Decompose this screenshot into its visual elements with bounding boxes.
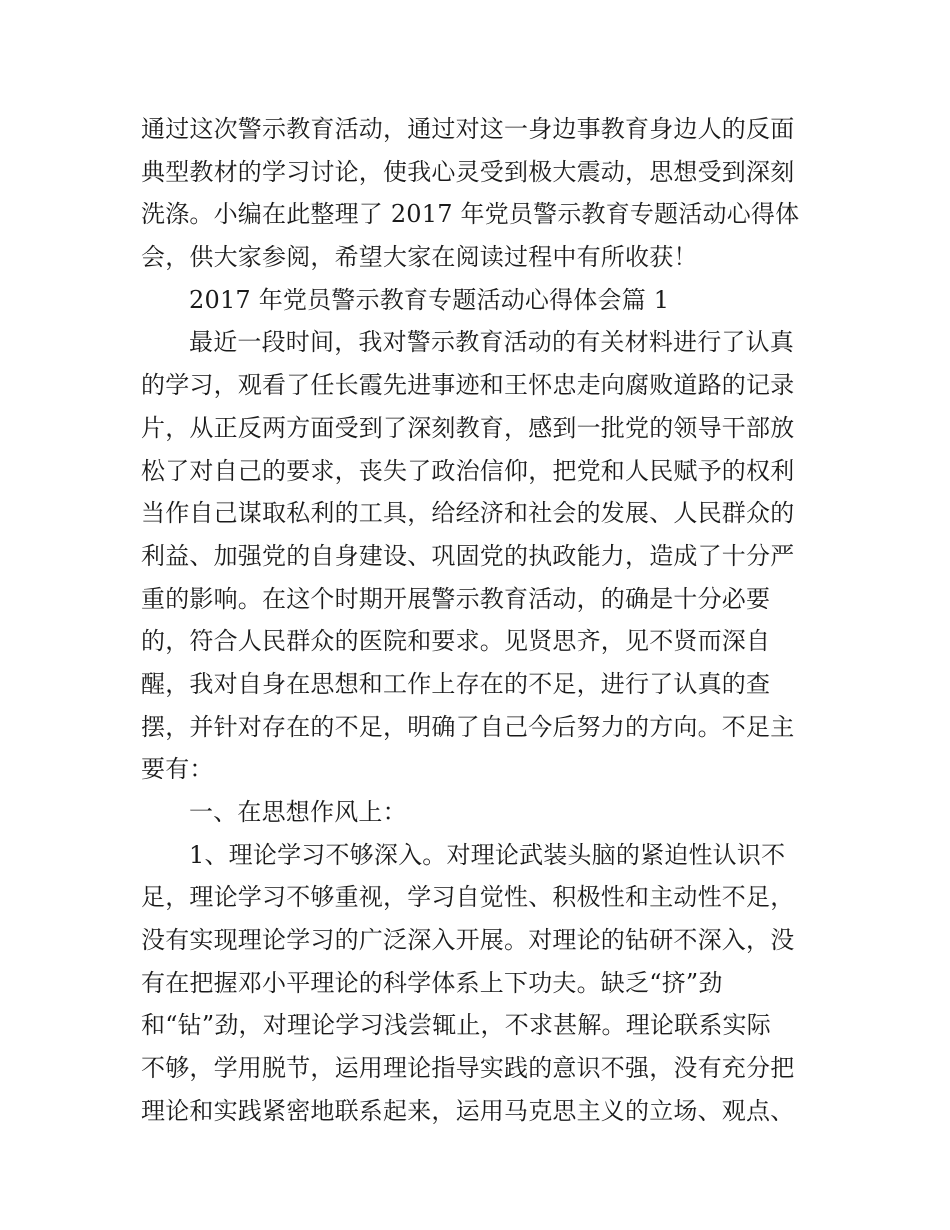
text-line: 和“钻”劲，对理论学习浅尝辄止，不求甚解。理论联系实际 — [141, 1011, 771, 1040]
text-line: 重的影响。在这个时期开展警示教育活动，的确是十分必要 — [141, 584, 771, 613]
text-line: 典型教材的学习讨论，使我心灵受到极大震动，思想受到深刻 — [141, 157, 795, 186]
text-line: 松了对自己的要求，丧失了政治信仰，把党和人民赋予的权利 — [141, 456, 795, 485]
text-line: 理论和实践紧密地联系起来，运用马克思主义的立场、观点、 — [141, 1096, 795, 1125]
text-line: 当作自己谋取私利的工具，给经济和社会的发展、人民群众的 — [141, 499, 795, 528]
text-line: 不够，学用脱节，运用理论指导实践的意识不强，没有充分把 — [141, 1054, 795, 1083]
text-line: 醒，我对自身在思想和工作上存在的不足，进行了认真的查 — [141, 669, 771, 698]
text-line: 2017 年党员警示教育专题活动心得体会篇 1 — [189, 285, 670, 314]
text-line: 没有实现理论学习的广泛深入开展。对理论的钻研不深入，没 — [141, 926, 795, 955]
text-line: 利益、加强党的自身建设、巩固党的执政能力，造成了十分严 — [141, 541, 795, 570]
text-line: 洗涤。小编在此整理了 2017 年党员警示教育专题活动心得体 — [141, 200, 800, 229]
text-line: 的学习，观看了任长霞先进事迹和王怀忠走向腐败道路的记录 — [141, 371, 795, 400]
text-line: 通过这次警示教育活动，通过对这一身边事教育身边人的反面 — [141, 115, 795, 143]
document-body — [141, 108, 813, 1133]
text-line: 一、在思想作风上： — [189, 798, 407, 826]
text-line: 片，从正反两方面受到了深刻教育，感到一批党的领导干部放 — [141, 413, 795, 442]
text-line: 足，理论学习不够重视，学习自觉性、积极性和主动性不足， — [141, 883, 795, 912]
text-line: 1、理论学习不够深入。对理论武装头脑的紧迫性认识不 — [189, 840, 786, 869]
text-line: 有在把握邓小平理论的科学体系上下功夫。缺乏“挤”劲 — [141, 968, 723, 997]
text-line: 最近一段时间，我对警示教育活动的有关材料进行了认真 — [189, 328, 794, 357]
text-line: 摆，并针对存在的不足，明确了自己今后努力的方向。不足主 — [141, 712, 795, 741]
text-line: 会，供大家参阅，希望大家在阅读过程中有所收获！ — [141, 243, 698, 272]
text-line: 要有： — [141, 755, 214, 784]
text-line: 的，符合人民群众的医院和要求。见贤思齐，见不贤而深自 — [141, 627, 771, 656]
